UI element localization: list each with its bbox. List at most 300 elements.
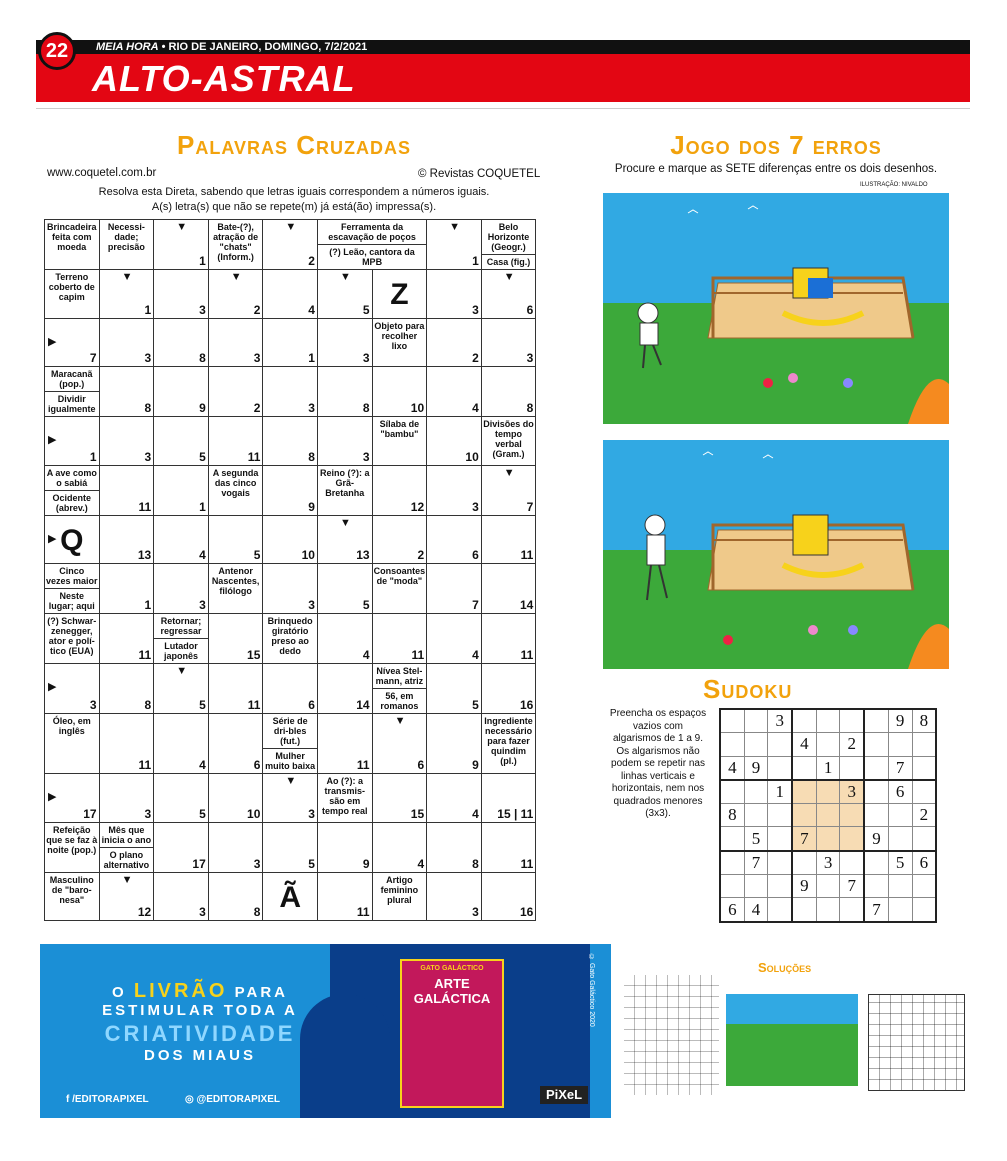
sudoku-cell[interactable]	[864, 851, 888, 875]
crossword-cell[interactable]	[154, 367, 209, 417]
crossword-cell[interactable]	[99, 872, 154, 921]
arrow-down-icon: ▼	[285, 221, 297, 233]
crossword-row	[45, 515, 536, 564]
sudoku-row	[720, 733, 936, 756]
crossword-cell[interactable]	[99, 515, 154, 564]
ad-book-author: GATO GALÁCTICO	[420, 965, 484, 972]
crossword-cell[interactable]	[317, 564, 372, 614]
sudoku-row	[720, 780, 936, 804]
crossword-clue-cell	[263, 614, 318, 664]
crossword-cell[interactable]	[154, 714, 209, 774]
crossword-number: 11	[138, 758, 152, 772]
crossword-number: 3	[199, 905, 206, 919]
dateline	[96, 40, 367, 54]
crossword-row	[45, 318, 536, 367]
crossword-number: 6	[472, 548, 479, 562]
sudoku-cell[interactable]	[816, 733, 840, 756]
sudoku-cell[interactable]	[864, 804, 888, 827]
sudoku-cell[interactable]	[768, 827, 792, 851]
dateline-text: • RIO DE JANEIRO, DOMINGO, 7/2/2021	[161, 41, 368, 53]
sudoku-cell[interactable]	[792, 756, 816, 780]
sudoku-cell[interactable]	[768, 733, 792, 756]
crossword-number: 8	[526, 401, 534, 415]
sudoku-cell[interactable]	[792, 804, 816, 827]
crossword-cell[interactable]	[427, 774, 482, 823]
sudoku-cell[interactable]	[720, 780, 744, 804]
ad-facebook-label: /EDITORAPIXEL	[72, 1094, 149, 1105]
crossword-cell[interactable]	[263, 318, 318, 367]
sudoku-cell[interactable]	[840, 709, 864, 733]
sudoku-row	[720, 851, 936, 875]
crossword-number: 4	[472, 401, 479, 415]
sudoku-cell[interactable]	[720, 875, 744, 898]
sudoku-cell[interactable]	[720, 709, 744, 733]
crossword-number: 3	[199, 598, 206, 612]
sudoku-cell: 9	[744, 756, 768, 780]
crossword-clue-cell	[154, 614, 209, 664]
crossword-number: 11	[356, 905, 370, 919]
crossword-cell[interactable]	[208, 417, 263, 466]
crossword-clue: Artigo feminino plural	[380, 874, 419, 905]
crossword-cell[interactable]	[99, 614, 154, 664]
sudoku-grid	[719, 708, 937, 923]
arrow-right-icon: ▶	[48, 532, 57, 545]
crossword-cell[interactable]	[263, 822, 318, 872]
crossword-cell[interactable]	[208, 270, 263, 319]
sudoku-row	[720, 827, 936, 851]
sudoku-cell[interactable]	[840, 851, 864, 875]
crossword-cell[interactable]	[208, 872, 263, 921]
crossword-number: 3	[253, 351, 261, 365]
sudoku-cell[interactable]	[816, 804, 840, 827]
crossword-cell[interactable]	[208, 318, 263, 367]
arrow-down-icon: ▼	[230, 271, 242, 283]
crossword-cell[interactable]	[263, 515, 318, 564]
crossword-number: 2	[472, 351, 479, 365]
sudoku-cell: 4	[792, 733, 816, 756]
crossword-cell[interactable]	[372, 614, 427, 664]
crossword-clue-cell	[481, 220, 536, 270]
crossword-cell[interactable]	[427, 614, 482, 664]
crossword-clue-cell	[372, 564, 427, 614]
sudoku-cell[interactable]	[768, 756, 792, 780]
crossword-cell[interactable]	[317, 714, 372, 774]
crossword-clue: Refeição que se faz à noite (pop.)	[46, 824, 98, 855]
crossword-row	[45, 220, 536, 270]
crossword-cell[interactable]	[99, 270, 154, 319]
crossword-cell[interactable]	[427, 270, 482, 319]
crossword-cell[interactable]	[263, 465, 318, 515]
crossword-number: 4	[199, 548, 206, 562]
crossword-cell[interactable]	[263, 774, 318, 823]
sudoku-cell[interactable]	[840, 898, 864, 922]
ad-line-1b: LIVRÃO	[133, 980, 228, 1002]
crossword-cell[interactable]	[45, 318, 100, 367]
crossword-cell[interactable]	[481, 367, 536, 417]
crossword-row	[45, 714, 536, 774]
crossword-cell[interactable]	[427, 220, 482, 270]
crossword-number: 1	[89, 449, 97, 464]
crossword-cell[interactable]	[427, 515, 482, 564]
crossword-number: 8	[144, 401, 152, 415]
crossword-cell[interactable]	[154, 270, 209, 319]
crossword-cell[interactable]	[99, 318, 154, 367]
sudoku-cell[interactable]	[888, 804, 912, 827]
crossword-cell[interactable]	[372, 774, 427, 823]
crossword-clue: Ocidente (abrev.)	[45, 490, 99, 515]
sudoku-cell[interactable]	[840, 756, 864, 780]
crossword-cell[interactable]	[263, 417, 318, 466]
sudoku-cell: 3	[840, 780, 864, 804]
sudoku-cell[interactable]	[864, 756, 888, 780]
crossword-number: 1	[144, 302, 152, 317]
crossword-cell[interactable]	[481, 822, 536, 872]
crossword-clue: A segunda das cinco vogais	[212, 467, 259, 498]
sudoku-cell: 2	[912, 804, 936, 827]
crossword-cell[interactable]	[154, 465, 209, 515]
crossword-cell[interactable]	[372, 270, 427, 319]
crossword-cell[interactable]	[427, 367, 482, 417]
crossword-cell[interactable]	[427, 872, 482, 921]
crossword-number: 3	[253, 856, 261, 871]
crossword-number: 14	[519, 598, 534, 612]
crossword-number: 5	[199, 698, 206, 712]
crossword-cell[interactable]	[317, 417, 372, 466]
crossword-number: 8	[362, 401, 370, 415]
crossword-clue-cell	[317, 220, 426, 270]
crossword-cell[interactable]	[481, 774, 536, 823]
sudoku-cell[interactable]	[912, 733, 936, 756]
crossword-cell[interactable]	[99, 664, 154, 714]
ad-line-1a: O	[112, 984, 127, 1001]
ad-instagram[interactable]: ◎ @EDITORAPIXEL	[185, 1094, 280, 1105]
crossword-cell[interactable]	[99, 417, 154, 466]
crossword-number: 9	[199, 401, 206, 415]
crossword-number: 11	[247, 698, 261, 712]
crossword-number: 4	[362, 648, 370, 662]
sudoku-cell[interactable]	[792, 709, 816, 733]
sudoku-cell[interactable]	[864, 780, 888, 804]
crossword-cell[interactable]	[317, 515, 372, 564]
crossword-number: 16	[519, 698, 534, 712]
crossword-number: 1	[144, 598, 152, 612]
crossword-cell[interactable]	[99, 465, 154, 515]
crossword-cell[interactable]	[208, 774, 263, 823]
crossword-row	[45, 417, 536, 466]
crossword-cell[interactable]	[154, 515, 209, 564]
crossword-number: 16	[519, 905, 534, 919]
crossword-row	[45, 774, 536, 823]
crossword-number: 10	[247, 806, 261, 821]
arrow-down-icon: ▼	[121, 271, 133, 283]
sudoku-cell[interactable]	[744, 709, 768, 733]
crossword-cell[interactable]	[372, 714, 427, 774]
sudoku-cell: 6	[720, 898, 744, 922]
solution-sudoku	[868, 994, 965, 1091]
crossword-clue-cell	[372, 417, 427, 466]
crossword-number: 10	[465, 449, 479, 464]
crossword-number: 6	[526, 302, 534, 317]
crossword-cell[interactable]	[481, 270, 536, 319]
crossword-instructions-1: Resolva esta Direta, sabendo que letras iguais correspondem a números iguais.	[98, 186, 490, 198]
crossword-row	[45, 465, 536, 515]
sudoku-title: Sudoku	[703, 674, 793, 704]
arrow-down-icon: ▼	[449, 221, 461, 233]
crossword-cell[interactable]	[481, 465, 536, 515]
sudoku-cell[interactable]	[768, 898, 792, 922]
crossword-clue: Dividir igualmente	[45, 391, 99, 416]
arrow-down-icon: ▼	[121, 873, 133, 886]
solution-crossword	[624, 975, 719, 1095]
ad-person	[300, 994, 390, 1118]
crossword-cell[interactable]	[427, 714, 482, 774]
crossword-row	[45, 664, 536, 714]
crossword-given-letter: Z	[390, 278, 409, 311]
ad-book	[400, 959, 504, 1108]
crossword-clue-cell	[208, 564, 263, 614]
crossword-clue: Maracanã (pop.)	[51, 369, 93, 389]
crossword-cell[interactable]	[208, 714, 263, 774]
crossword-number: 7	[472, 598, 479, 612]
crossword-cell[interactable]	[154, 417, 209, 466]
sudoku-cell[interactable]	[768, 804, 792, 827]
crossword-clue-cell	[45, 564, 100, 614]
sudoku-cell: 4	[720, 756, 744, 780]
crossword-clue: Mês que inicia o ano	[101, 824, 152, 845]
sudoku-instructions: Preencha os espaços vazios com algarismos de 1 a 9. Os algarismos não podem se repetir nas linhas verticais e horizontais, nem nos quadrados menores (3x3).	[609, 708, 707, 819]
crossword-cell[interactable]	[154, 564, 209, 614]
sudoku-cell[interactable]	[768, 851, 792, 875]
sudoku-cell[interactable]	[864, 709, 888, 733]
crossword-clue-cell	[45, 714, 100, 774]
crossword-cell[interactable]	[427, 564, 482, 614]
crossword-cell[interactable]	[208, 515, 263, 564]
crossword-cell[interactable]	[99, 774, 154, 823]
crossword-number: 3	[308, 598, 315, 612]
crossword-cell[interactable]	[263, 367, 318, 417]
crossword-clue: Retornar; regressar	[160, 616, 202, 636]
crossword-cell[interactable]	[481, 664, 536, 714]
sudoku-cell[interactable]	[792, 851, 816, 875]
sudoku-cell: 8	[720, 804, 744, 827]
ad-line-2: ESTIMULAR TODA A	[102, 1002, 298, 1019]
crossword-clue-cell	[45, 822, 100, 872]
sudoku-row	[720, 756, 936, 780]
crossword-site: www.coquetel.com.br	[47, 167, 157, 179]
crossword-number: 11	[520, 648, 534, 662]
sudoku-cell: 2	[840, 733, 864, 756]
crossword-cell[interactable]	[45, 664, 100, 714]
crossword-cell[interactable]	[317, 614, 372, 664]
sudoku-cell: 5	[888, 851, 912, 875]
crossword-cell[interactable]	[154, 220, 209, 270]
page-number: 22	[38, 32, 76, 70]
crossword-cell[interactable]	[99, 714, 154, 774]
crossword-cell[interactable]	[317, 822, 372, 872]
crossword-title: Palavras Cruzadas	[176, 130, 411, 160]
crossword-cell[interactable]	[481, 614, 536, 664]
crossword-cell[interactable]	[427, 465, 482, 515]
sudoku-cell[interactable]	[792, 898, 816, 922]
crossword-number: 12	[410, 499, 425, 514]
crossword-number: 17	[83, 806, 97, 821]
sudoku-cell[interactable]	[720, 827, 744, 851]
crossword-cell[interactable]	[208, 614, 263, 664]
sudoku-cell: 1	[768, 780, 792, 804]
sudoku-cell[interactable]	[816, 780, 840, 804]
sudoku-cell[interactable]	[792, 780, 816, 804]
crossword-number: 5	[199, 806, 206, 821]
crossword-number: 3	[308, 401, 315, 415]
sudoku-cell[interactable]	[888, 827, 912, 851]
crossword-cell[interactable]	[427, 664, 482, 714]
crossword-number: 1	[308, 351, 315, 365]
crossword-clue-cell	[372, 872, 427, 921]
ad-line-3: CRIATIVIDADE	[104, 1021, 296, 1046]
crossword-cell[interactable]	[263, 664, 318, 714]
crossword-clue-cell	[208, 220, 263, 270]
arrow-down-icon: ▼	[339, 271, 351, 283]
crossword-cell[interactable]	[372, 515, 427, 564]
crossword-cell[interactable]	[481, 872, 536, 921]
sudoku-cell[interactable]	[816, 709, 840, 733]
crossword-grid	[44, 219, 536, 921]
crossword-clue: Neste lugar; aqui	[45, 588, 99, 613]
crossword-cell[interactable]	[317, 318, 372, 367]
sudoku-cell[interactable]	[744, 875, 768, 898]
crossword-number: 14	[356, 698, 370, 712]
crossword-clue-cell	[45, 465, 100, 515]
crossword-clue: A ave como o sabiá	[46, 467, 97, 488]
crossword-cell[interactable]	[372, 465, 427, 515]
crossword-cell[interactable]	[208, 664, 263, 714]
arrow-right-icon: ▶	[48, 335, 57, 348]
crossword-cell[interactable]	[263, 872, 318, 921]
crossword-cell[interactable]	[317, 367, 372, 417]
crossword-clue: Nívea Stel-mann, atriz	[375, 666, 424, 686]
crossword-number: 17	[192, 856, 206, 871]
advertisement[interactable]	[40, 944, 611, 1118]
crossword-cell[interactable]	[481, 318, 536, 367]
crossword-number: 10	[301, 548, 315, 562]
sudoku-cell: 9	[792, 875, 816, 898]
sudoku-cell[interactable]	[888, 733, 912, 756]
crossword-cell[interactable]	[481, 564, 536, 614]
crossword-cell[interactable]	[372, 822, 427, 872]
crossword-cell[interactable]	[263, 270, 318, 319]
sudoku-cell[interactable]	[744, 733, 768, 756]
crossword-cell[interactable]	[263, 220, 318, 270]
crossword-number: 11	[520, 548, 534, 562]
crossword-cell[interactable]	[263, 564, 318, 614]
sudoku-cell[interactable]	[912, 756, 936, 780]
crossword-clue: Lutador japonês	[154, 638, 208, 663]
sudoku-cell[interactable]	[864, 875, 888, 898]
sudoku-cell[interactable]	[888, 875, 912, 898]
sudoku-row	[720, 898, 936, 922]
crossword-number: 5	[308, 856, 315, 871]
sudoku-row	[720, 804, 936, 827]
crossword-cell[interactable]	[154, 664, 209, 714]
sudoku-cell[interactable]	[744, 780, 768, 804]
crossword-cell[interactable]	[154, 872, 209, 921]
crossword-number: 15	[247, 648, 261, 662]
ad-facebook[interactable]: f /EDITORAPIXEL	[66, 1094, 149, 1105]
sudoku-cell[interactable]	[744, 804, 768, 827]
crossword-number: 1	[472, 254, 479, 268]
crossword-number: 3	[472, 302, 479, 317]
crossword-cell[interactable]	[45, 774, 100, 823]
sudoku-cell: 1	[816, 756, 840, 780]
crossword-cell[interactable]	[154, 774, 209, 823]
sudoku-cell[interactable]	[840, 827, 864, 851]
sudoku-cell[interactable]	[720, 733, 744, 756]
sudoku-cell[interactable]	[816, 898, 840, 922]
crossword-number: 3	[362, 449, 370, 464]
crossword-number: 11	[520, 856, 534, 871]
sudoku-cell[interactable]	[912, 827, 936, 851]
crossword-cell[interactable]	[427, 822, 482, 872]
sudoku-cell[interactable]	[816, 827, 840, 851]
crossword-cell[interactable]	[481, 515, 536, 564]
solucoes-title: Soluções	[758, 960, 812, 975]
crossword-number: 4	[199, 758, 206, 772]
crossword-number: 7	[89, 351, 97, 365]
crossword-cell[interactable]	[99, 564, 154, 614]
sudoku-cell[interactable]	[720, 851, 744, 875]
crossword-cell[interactable]	[427, 417, 482, 466]
sudoku-cell[interactable]	[888, 898, 912, 922]
crossword-number: 2	[308, 254, 315, 268]
crossword-clue: Divisões do tempo verbal (Gram.)	[483, 419, 534, 459]
sudoku-cell[interactable]	[912, 898, 936, 922]
sudoku-cell[interactable]	[816, 875, 840, 898]
crossword-number: 3	[362, 351, 370, 365]
crossword-cell[interactable]	[208, 822, 263, 872]
sudoku-cell[interactable]	[768, 875, 792, 898]
crossword-clue: Mulher muito baixa	[263, 748, 317, 773]
sudoku-cell[interactable]	[912, 780, 936, 804]
crossword-number: 3	[472, 905, 479, 919]
crossword-cell[interactable]	[208, 367, 263, 417]
crossword-cell[interactable]	[372, 367, 427, 417]
crossword-cell[interactable]	[45, 515, 100, 564]
crossword-cell[interactable]	[427, 318, 482, 367]
sudoku-cell[interactable]	[912, 875, 936, 898]
crossword-clue: (?) Schwar-zenegger, ator e polí-tico (EUA)	[47, 616, 97, 656]
crossword-cell[interactable]	[99, 367, 154, 417]
crossword-cell[interactable]	[317, 270, 372, 319]
crossword-number: 11	[138, 648, 152, 662]
crossword-clue: Terreno coberto de capim	[48, 272, 95, 302]
section-title: ALTO-ASTRAL	[92, 58, 356, 99]
crossword-cell[interactable]	[154, 318, 209, 367]
crossword-number: 9	[362, 856, 370, 871]
crossword-cell[interactable]	[317, 872, 372, 921]
crossword-cell[interactable]	[317, 664, 372, 714]
sudoku-cell[interactable]	[864, 733, 888, 756]
crossword-cell[interactable]	[154, 822, 209, 872]
crossword-clue: O plano alternativo	[100, 847, 154, 872]
crossword-clue-cell	[317, 774, 372, 823]
sudoku-cell[interactable]	[840, 804, 864, 827]
crossword-copyright: © Revistas COQUETEL	[418, 168, 541, 180]
crossword-number: 8	[253, 905, 261, 919]
crossword-number: 4	[417, 856, 425, 871]
crossword-number: 7	[526, 499, 534, 514]
crossword-cell[interactable]	[45, 417, 100, 466]
crossword-number: 4	[308, 302, 315, 317]
